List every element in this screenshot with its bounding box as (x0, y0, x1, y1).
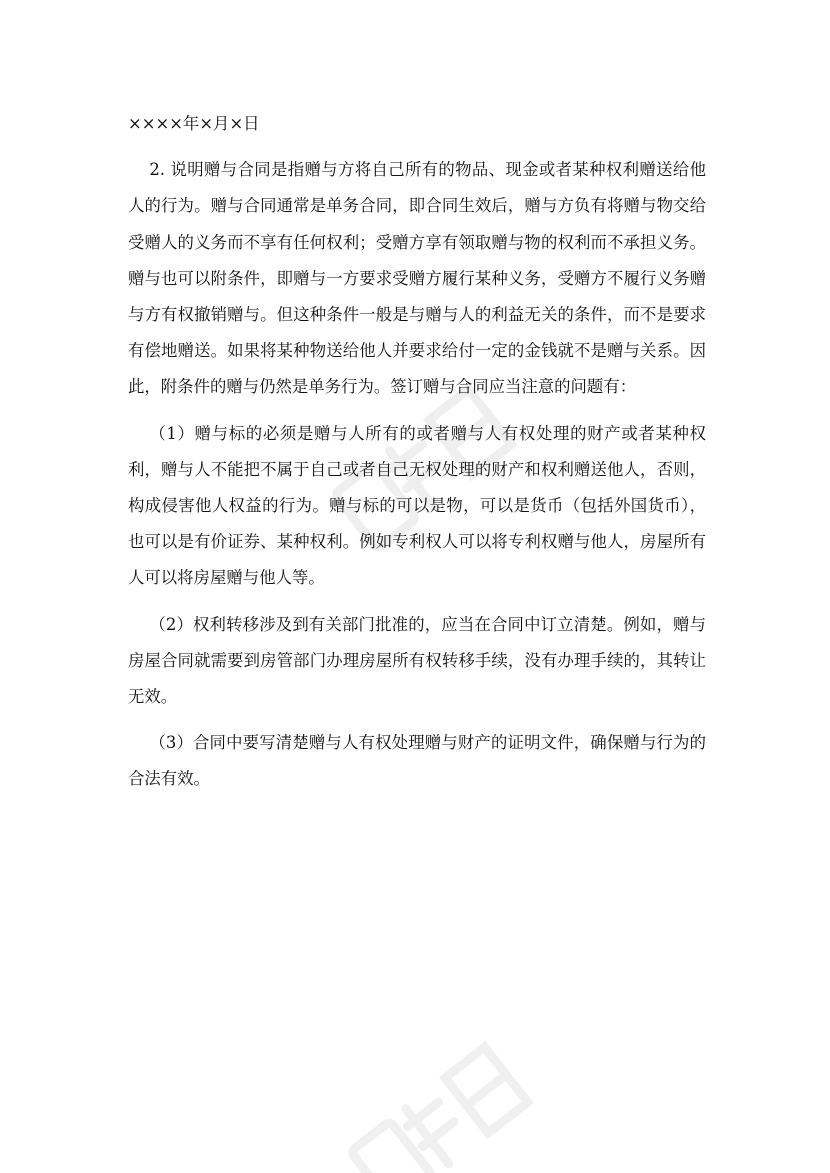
paragraph-item-2: （2）权利转移涉及到有关部门批准的，应当在合同中订立清楚。例如，赠与房屋合同就需要到房管部门办理房屋所有权转移手续，没有办理手续的，其转让无效。 (128, 614, 706, 707)
paragraph-item-3: （3）合同中要写清楚赠与人有权处理赠与财产的证明文件，确保赠与行为的合法有效。 (128, 733, 706, 789)
paragraph-explanation: 2. 说明赠与合同是指赠与方将自己所有的物品、现金或者某种权利赠送给他人的行为。赠与合同通常是单务合同，即合同生效后，赠与方负有将赠与物交给受赠人的义务而不享有任何权利；受赠方享有领取赠与物的权利而不承担义务。赠与也可以附条件，即赠与一方要求受赠方履行某种义务，受赠方不履行义务赠与方有权撤销赠与。但这种条件一般是与赠与人的利益无关的条件，而不是要求有偿地赠送。如果将某种物送给他人并要求给付一定的金钱就不是赠与关系。因此，附条件的赠与仍然是单务行为。签订赠与合同应当注意的问题有： (128, 160, 706, 397)
paragraph-item-1: （1）赠与标的必须是赠与人所有的或者赠与人有权处理的财产或者某种权利，赠与人不能把不属于自己或者自己无权处理的财产和权利赠送他人，否则，构成侵害他人权益的行为。赠与标的可以是物，可以是货币（包括外国货币），也可以是有价证券、某种权利。例如专利权人可以将专利权赠与他人，房屋所有人可以将房屋赠与他人等。 (128, 423, 706, 588)
date-line: ××××年×月×日 (128, 114, 260, 133)
watermark-logo-icon-bottom (320, 1030, 560, 1173)
document-body (128, 106, 706, 808)
